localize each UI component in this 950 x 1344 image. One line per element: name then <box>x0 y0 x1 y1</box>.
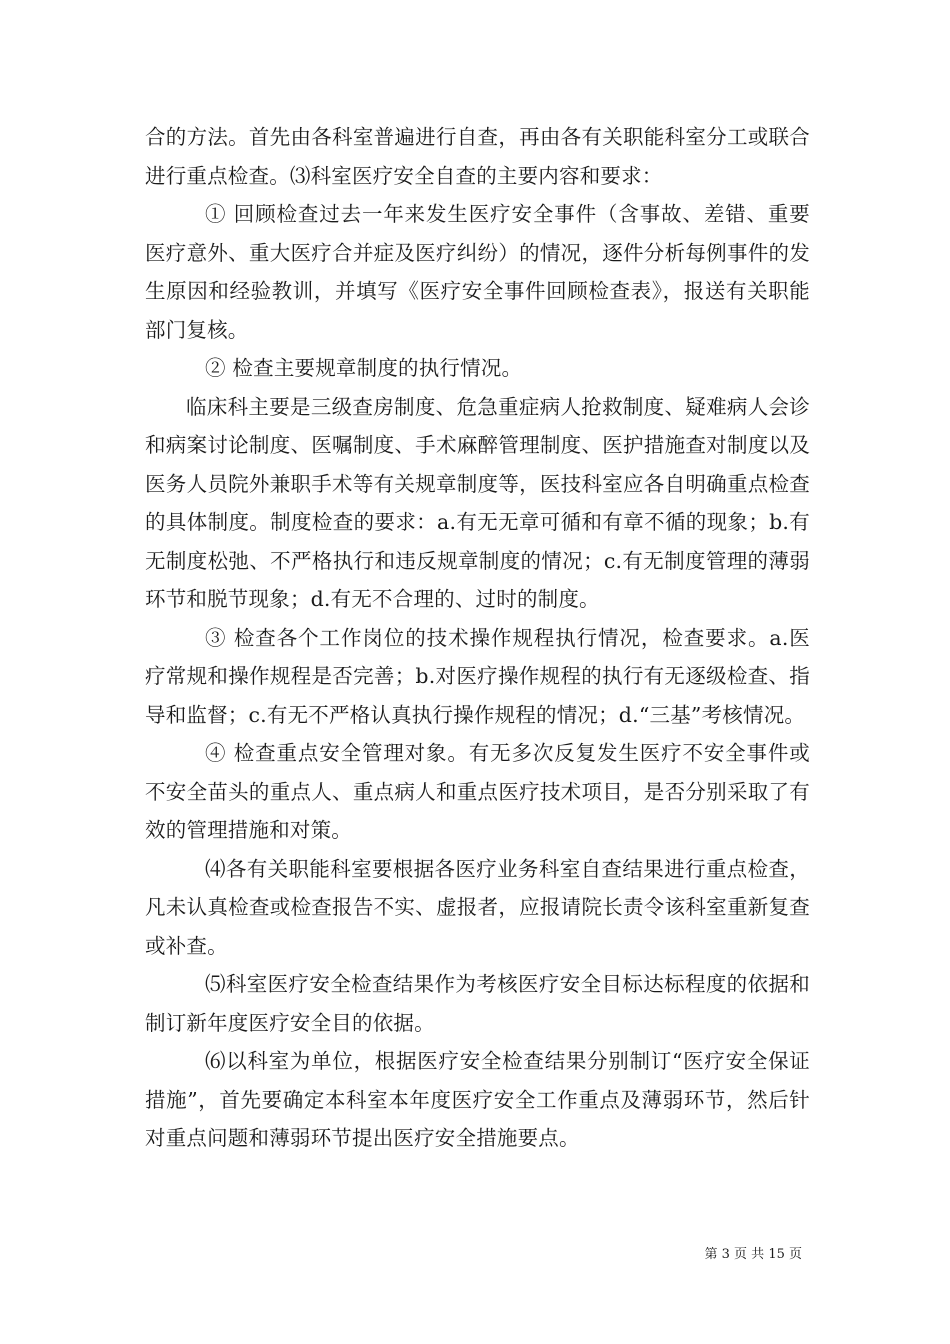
paragraph-item-4: ④ 检查重点安全管理对象。有无多次反复发生医疗不安全事件或不安全苗头的重点人、重点病人和重点医疗技术项目，是否分别采取了有效的管理措施和对策。 <box>145 741 810 842</box>
paragraph-item-1: ① 回顾检查过去一年来发生医疗安全事件（含事故、差错、重要医疗意外、重大医疗合并症及医疗纠纷）的情况，逐件分析每例事件的发生原因和经验教训，并填写《医疗安全事件回顾检查表》，报送有关职能部门复核。 <box>145 202 810 342</box>
paragraph-clinical-rules: 临床科主要是三级查房制度、危急重症病人抢救制度、疑难病人会诊和病案讨论制度、医嘱制度、手术麻醉管理制度、医护措施查对制度以及医务人员院外兼职手术等有关规章制度等，医技科室应各自明确重点检查的具体制度。制度检查的要求：a.有无无章可循和有章不循的现象；b.有无制度松弛、不严格执行和违反规章制度的情况；c.有无制度管理的薄弱环节和脱节现象；d.有无不合理的、过时的制度。 <box>145 394 810 611</box>
paragraph-section-6: ⑹以科室为单位，根据医疗安全检查结果分别制订“医疗安全保证措施”，首先要确定本科室本年度医疗安全工作重点及薄弱环节，然后针对重点问题和薄弱环节提出医疗安全措施要点。 <box>145 1049 810 1150</box>
paragraph-section-4: ⑷各有关职能科室要根据各医疗业务科室自查结果进行重点检查，凡未认真检查或检查报告不实、虚报者，应报请院长责令该科室重新复查或补查。 <box>145 856 810 958</box>
document-body <box>145 118 810 1158</box>
paragraph-section-5: ⑸科室医疗安全检查结果作为考核医疗安全目标达标程度的依据和制订新年度医疗安全目的依据。 <box>145 972 810 1035</box>
paragraph-item-3: ③ 检查各个工作岗位的技术操作规程执行情况，检查要求。a.医疗常规和操作规程是否完善；b.对医疗操作规程的执行有无逐级检查、指导和监督；c.有无不严格认真执行操作规程的情况；d.“三基”考核情况。 <box>145 625 810 727</box>
paragraph-continuation: 合的方法。首先由各科室普遍进行自查，再由各有关职能科室分工或联合进行重点检查。⑶科室医疗安全自查的主要内容和要求： <box>145 125 810 188</box>
paragraph-item-2: ② 检查主要规章制度的执行情况。 <box>205 356 523 380</box>
page-number-footer: 第 3 页 共 15 页 <box>704 1247 802 1262</box>
